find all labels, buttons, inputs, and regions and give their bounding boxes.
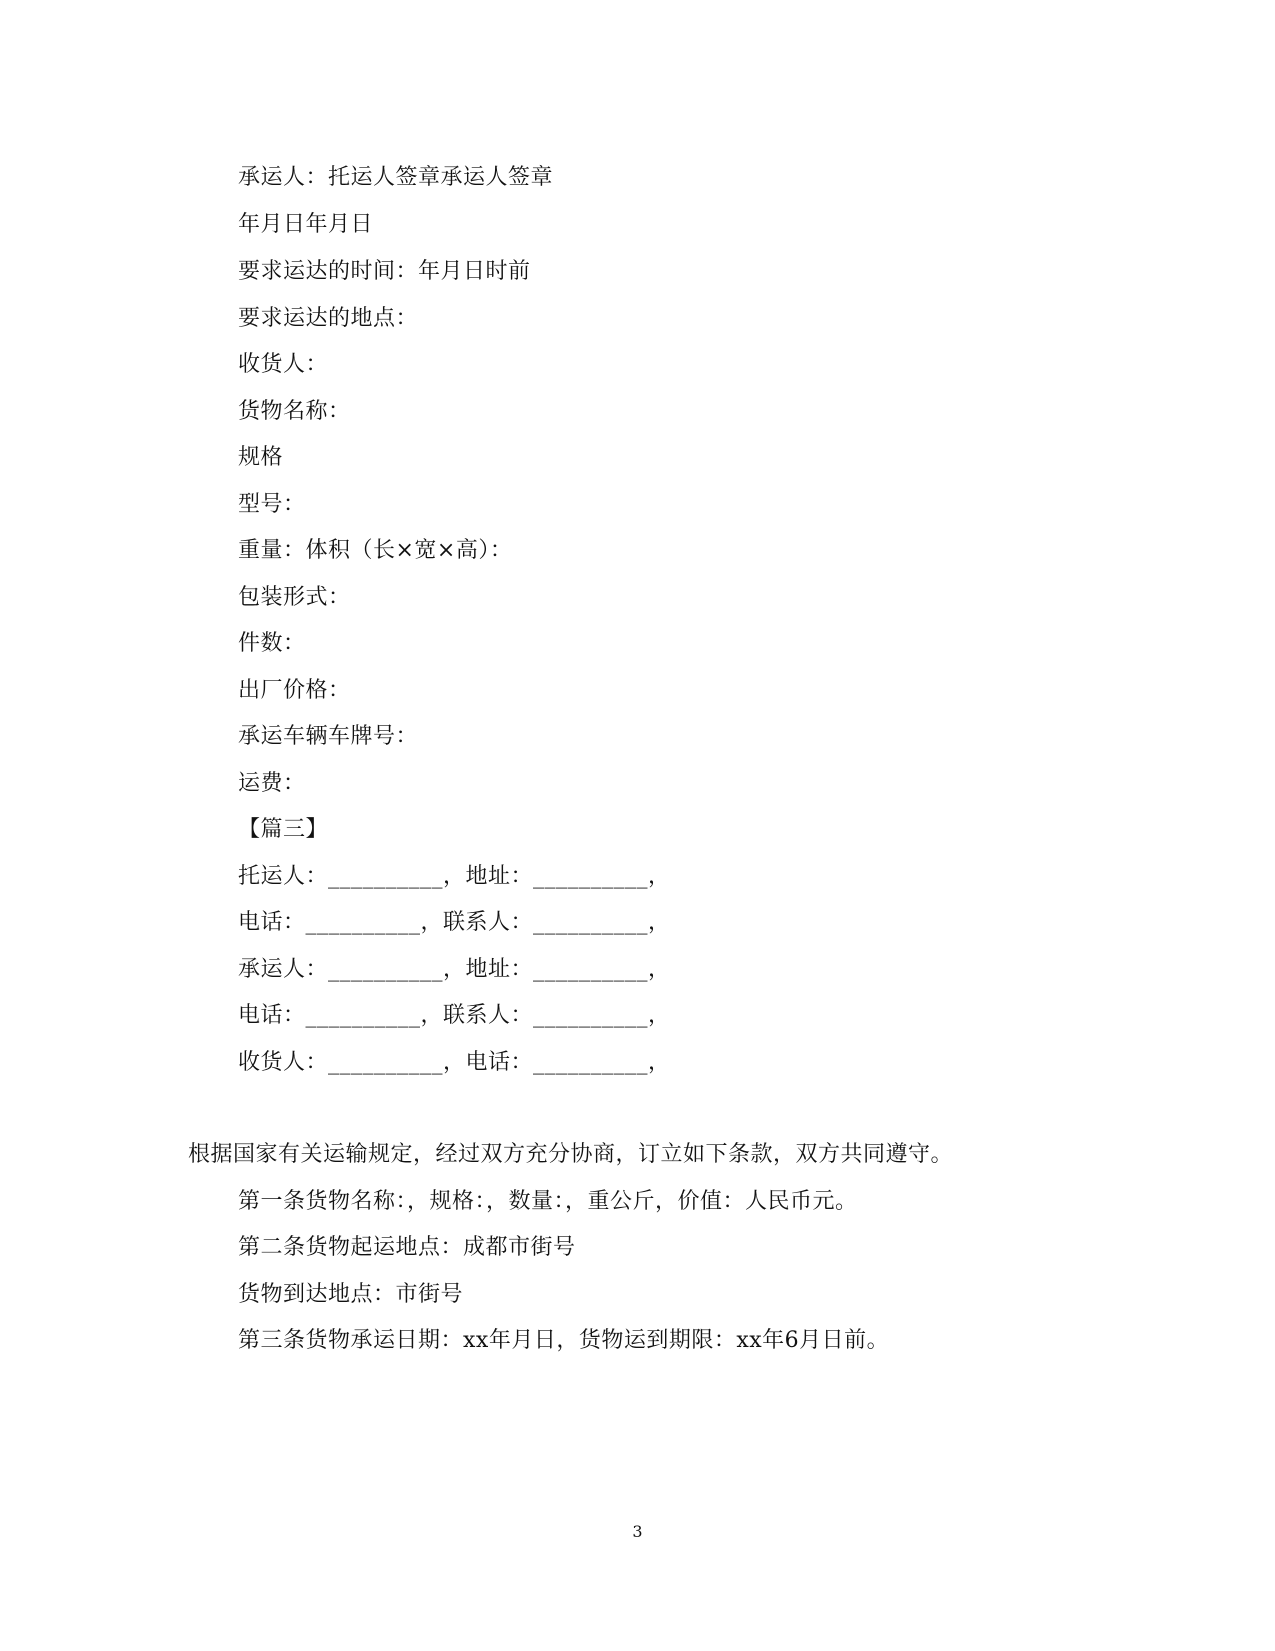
text-line: 货物名称： (238, 399, 351, 424)
clause-line: 第二条货物起运地点：成都市街号 (238, 1235, 576, 1260)
text-line: 出厂价格： (238, 678, 351, 703)
text-line: 包装形式： (238, 585, 351, 610)
paragraph-line: 根据国家有关运输规定，经过双方充分协商，订立如下条款，双方共同遵守。 (188, 1142, 954, 1167)
form-line: 承运人：__________，地址：__________， (238, 957, 671, 982)
form-line: 电话：__________，联系人：__________， (238, 1003, 671, 1028)
clause-line: 第三条货物承运日期：xx年月日，货物运到期限：xx年6月日前。 (238, 1328, 890, 1353)
form-line: 托运人：__________，地址：__________， (238, 864, 671, 889)
form-line: 收货人：__________，电话：__________， (238, 1050, 671, 1075)
text-line: 型号： (238, 492, 306, 517)
text-line: 要求运达的时间：年月日时前 (238, 259, 531, 284)
text-line: 承运人：托运人签章承运人签章 (238, 165, 554, 190)
text-line: 年月日年月日 (238, 212, 374, 237)
text-line: 件数： (238, 631, 306, 656)
section-heading: 【篇三】 (238, 817, 329, 842)
page-number: 3 (632, 1522, 643, 1541)
text-line: 重量：体积（长×宽×高）： (238, 538, 513, 563)
clause-line: 第一条货物名称：，规格：，数量：，重公斤，价值：人民币元。 (238, 1189, 858, 1214)
text-line: 承运车辆车牌号： (238, 724, 419, 749)
text-line: 要求运达的地点： (238, 306, 419, 331)
clause-line: 货物到达地点：市街号 (238, 1282, 464, 1307)
text-line: 运费： (238, 771, 306, 796)
form-line: 电话：__________，联系人：__________， (238, 910, 671, 935)
text-line: 收货人： (238, 352, 329, 377)
text-line: 规格 (238, 445, 284, 470)
